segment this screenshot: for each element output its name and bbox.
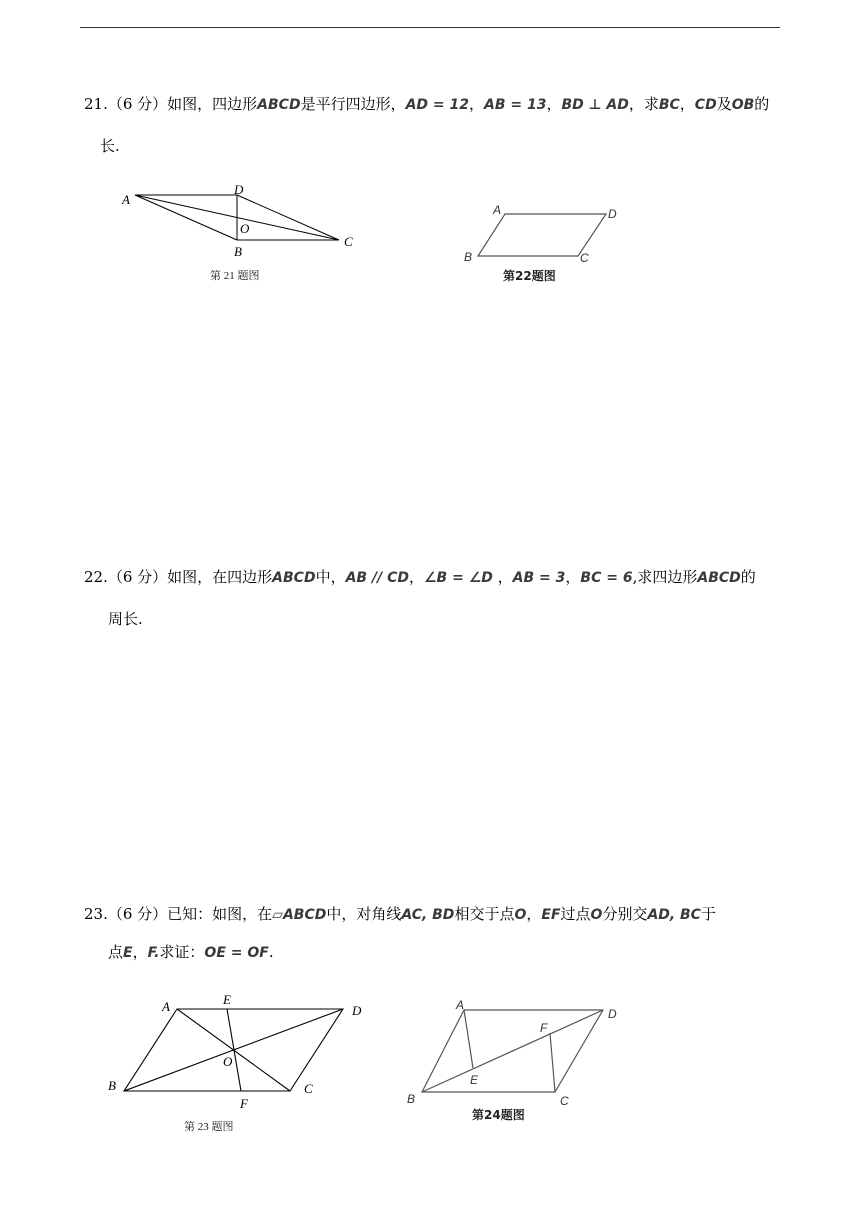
fig21-label-c: C xyxy=(344,234,353,249)
q22-sep: ， xyxy=(492,568,513,586)
fig23-label-c: C xyxy=(304,1081,313,1096)
fig21-label-b: B xyxy=(234,244,242,259)
q22-text: 22.（6 分）如图，在四边形 xyxy=(84,568,273,586)
fig22-label-a: A xyxy=(493,203,502,217)
q23-math-o: O xyxy=(514,907,527,923)
q21-math-ob: OB xyxy=(731,97,755,113)
q23-math-ef: EF xyxy=(541,907,561,923)
q22-math-angle: ∠B = ∠D xyxy=(424,570,493,586)
figure-22 xyxy=(460,200,630,290)
fig23-label-a: A xyxy=(162,999,170,1014)
figure-23 xyxy=(100,990,380,1140)
fig21-label-o: O xyxy=(240,221,250,236)
q23-math-ac: AC, xyxy=(401,907,428,923)
q21-math-ad: AD = 12 xyxy=(405,97,470,113)
question-21-line-1 xyxy=(84,94,769,115)
q23-text: . xyxy=(268,943,274,961)
fig21-caption: 第 21 题图 xyxy=(210,270,260,282)
fig24-label-e: E xyxy=(470,1073,479,1087)
q22-math-parallel: AB // CD xyxy=(345,570,409,586)
q21-math-bc: BC xyxy=(658,97,680,113)
fig22-caption: 第22题图 xyxy=(503,269,556,283)
q23-text: 相交于点 xyxy=(454,905,515,923)
fig24-label-c: C xyxy=(560,1094,569,1108)
fig23-label-b: B xyxy=(108,1078,116,1093)
q22-text: 中， xyxy=(315,568,346,586)
fig24-caption: 第24题图 xyxy=(472,1108,525,1122)
q21-text: ，求 xyxy=(628,95,659,113)
question-23-line-2 xyxy=(108,942,274,963)
q21-text: 的 xyxy=(754,95,770,113)
q23-math-o-2: O xyxy=(590,907,603,923)
q23-math-bd: BD xyxy=(432,907,455,923)
q23-text: 求证： xyxy=(159,943,205,961)
q23-math-e: E xyxy=(123,945,133,961)
q21-math-ab: AB = 13 xyxy=(484,97,547,113)
q23-math-bc: BC xyxy=(680,907,701,923)
q23-sep: ， xyxy=(132,943,148,961)
q21-math-abcd: ABCD xyxy=(257,97,301,113)
q21-text: 长. xyxy=(100,137,120,155)
figure-24 xyxy=(400,995,630,1130)
q22-math-abcd: ABCD xyxy=(272,570,316,586)
q23-text: 分别交 xyxy=(602,905,648,923)
q23-sep: ， xyxy=(526,905,542,923)
header-rule xyxy=(80,27,780,28)
q22-text: ,求四边形 xyxy=(632,568,698,586)
fig22-label-b: B xyxy=(464,250,473,264)
q22-sep: ， xyxy=(408,568,424,586)
fig23-label-d: D xyxy=(352,1003,362,1018)
fig21-label-a: A xyxy=(122,192,130,207)
question-22-line-2 xyxy=(108,609,143,629)
q22-math-bc: BC = 6 xyxy=(580,570,633,586)
fig21-label-d: D xyxy=(234,182,244,197)
q23-text: 23.（6 分）已知：如图，在 xyxy=(84,905,273,923)
q21-sep: ， xyxy=(469,95,485,113)
fig23-label-e: E xyxy=(223,992,231,1007)
q22-math-ab: AB = 3 xyxy=(512,570,566,586)
fig24-label-b: B xyxy=(407,1092,416,1106)
q22-sep: ， xyxy=(565,568,581,586)
q23-text: 点 xyxy=(108,943,124,961)
q23-math-ad: AD, xyxy=(647,907,676,923)
fig24-label-d: D xyxy=(608,1007,617,1021)
q23-text: 过点 xyxy=(560,905,591,923)
fig22-label-c: C xyxy=(580,251,589,265)
fig23-label-f: F xyxy=(240,1096,248,1111)
q23-math-f: F. xyxy=(147,945,160,961)
question-22-line-1 xyxy=(84,567,756,588)
fig22-label-d: D xyxy=(608,207,617,221)
q21-math-cd: CD xyxy=(694,97,717,113)
q21-text: 是平行四边形， xyxy=(300,95,406,113)
q23-math-parallelogram: ▱ABCD xyxy=(272,907,327,923)
fig23-label-o: O xyxy=(223,1054,233,1069)
question-23-line-1 xyxy=(84,904,716,925)
q21-math-perp: BD ⊥ AD xyxy=(561,97,629,113)
figure-21 xyxy=(110,180,370,290)
q22-text: 周长. xyxy=(108,610,143,628)
fig23-caption: 第 23 题图 xyxy=(184,1121,234,1133)
question-21-line-2 xyxy=(100,136,120,156)
fig24-label-f: F xyxy=(540,1021,548,1035)
q21-sep: ， xyxy=(546,95,562,113)
q23-math-equation: OE = OF xyxy=(204,945,269,961)
q21-text: 及 xyxy=(716,95,732,113)
q23-text: 于 xyxy=(700,905,716,923)
q21-text: 21.（6 分）如图，四边形 xyxy=(84,95,258,113)
q22-text: 的 xyxy=(740,568,756,586)
q21-sep: ， xyxy=(679,95,695,113)
q23-text: 中，对角线 xyxy=(326,905,402,923)
fig24-label-a: A xyxy=(456,998,465,1012)
q22-math-abcd-2: ABCD xyxy=(697,570,741,586)
